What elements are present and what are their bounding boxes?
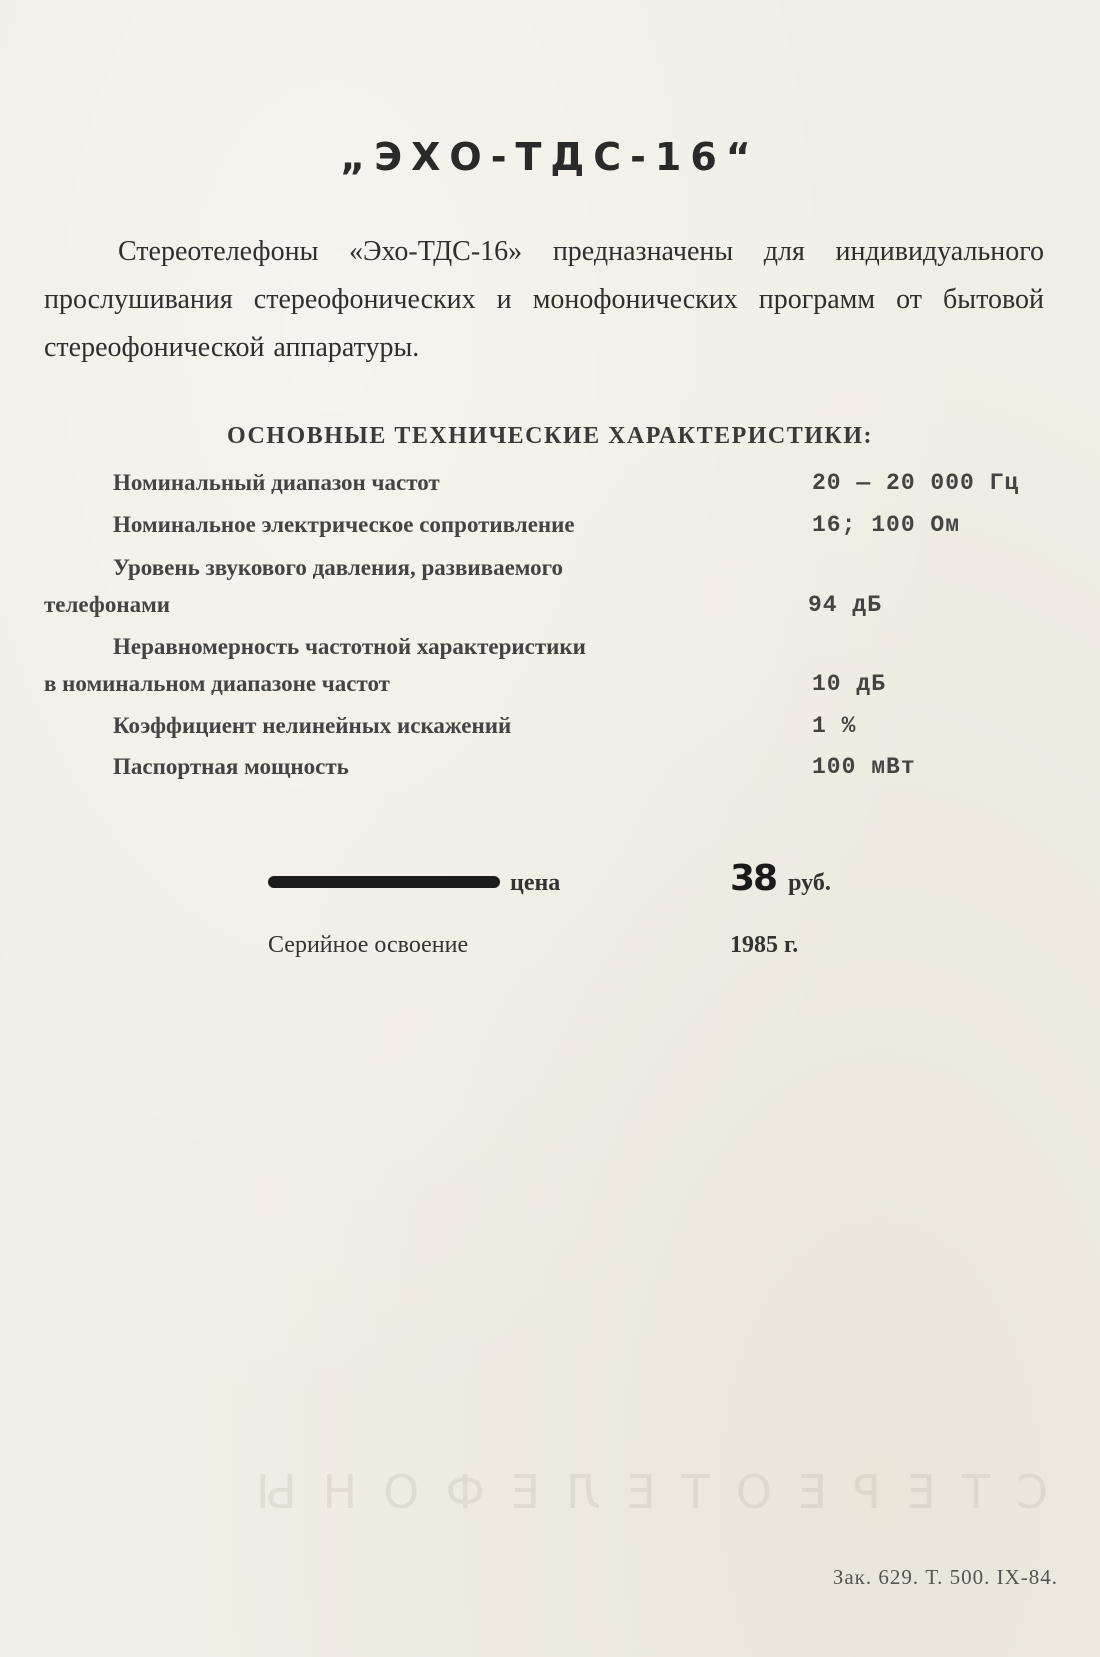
spec-label-power: Паспортная мощность xyxy=(113,754,349,779)
serial-label: Серийное освоение xyxy=(268,932,469,958)
spec-label-spl-line2: телефонами xyxy=(44,592,170,617)
struck-out-word xyxy=(268,876,500,888)
price-label-row xyxy=(268,870,560,897)
serial-value: 1985 г. xyxy=(730,932,799,958)
spec-value-distortion: 1 % xyxy=(812,713,857,739)
spec-label-distortion: Коэффициент нелинейных искажений xyxy=(113,713,512,738)
specs-heading: ОСНОВНЫЕ ТЕХНИЧЕСКИЕ ХАРАКТЕРИСТИКИ: xyxy=(227,423,873,449)
spec-label-impedance: Номинальное электрическое сопротивление xyxy=(113,512,575,537)
price-unit: руб. xyxy=(788,870,831,896)
spec-label-frequency-range: Номинальный диапазон частот xyxy=(113,470,440,495)
print-order-footer: Зак. 629. Т. 500. IX-84. xyxy=(832,1565,1058,1589)
spec-label-flatness-line2: в номинальном диапазоне частот xyxy=(44,671,390,696)
spec-value-spl: 94 дБ xyxy=(808,592,883,618)
price-label: цена xyxy=(510,870,561,896)
spec-value-power: 100 мВт xyxy=(812,754,916,780)
spec-label-flatness-line1: Неравномерность частотной характеристики xyxy=(113,634,586,659)
price-value-row xyxy=(730,858,831,899)
spec-label-spl-line1: Уровень звукового давления, развиваемого xyxy=(113,555,564,580)
spec-value-impedance: 16; 100 Ом xyxy=(812,512,961,538)
price-handwritten-value: 38 xyxy=(730,858,777,899)
intro-paragraph: Стереотелефоны «Эхо-ТДС-16» предназначены для индивидуального прослушивания стереофонических и монофонических программ от бытовой стереофонической аппаратуры. xyxy=(44,236,1044,363)
spec-value-flatness: 10 дБ xyxy=(812,671,887,697)
reverse-side-bleed-through: СТЕРЕОТЕЛЕФОНЫ xyxy=(230,1465,1049,1519)
spec-value-frequency-range: 20 — 20 000 Гц xyxy=(812,470,1020,496)
document-title: „ЭХО-ТДС-16“ xyxy=(340,135,760,179)
